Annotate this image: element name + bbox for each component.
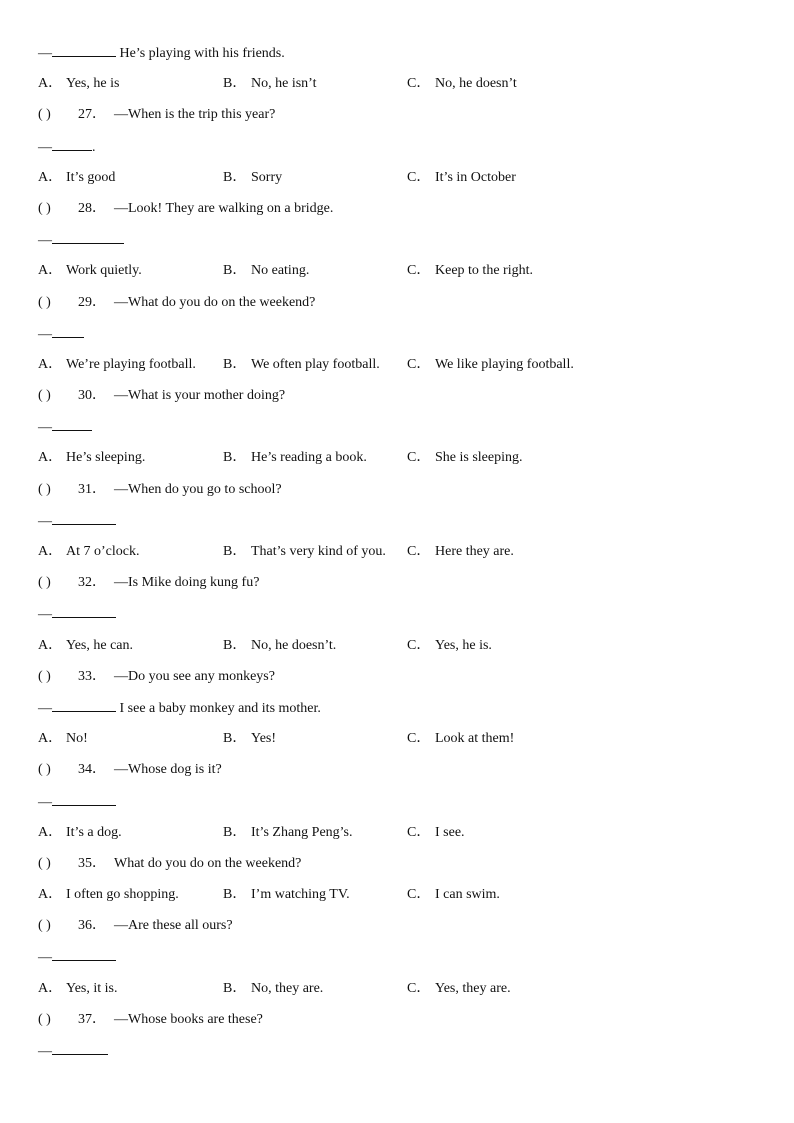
answer-blank[interactable] bbox=[52, 603, 116, 618]
option-text: That’s very kind of you. bbox=[251, 544, 386, 559]
options-row bbox=[38, 260, 758, 291]
option-c[interactable] bbox=[407, 978, 511, 1000]
option-text: I’m watching TV. bbox=[251, 887, 350, 903]
option-a[interactable] bbox=[38, 354, 196, 376]
question-text: —When do you go to school? bbox=[114, 481, 282, 497]
dialogue-dash: — bbox=[38, 139, 52, 155]
question-line bbox=[38, 198, 758, 229]
answer-blank[interactable] bbox=[52, 946, 116, 961]
option-text: No, he doesn’t bbox=[435, 76, 517, 92]
option-text: We often play football. bbox=[251, 356, 380, 372]
option-letter: A． bbox=[38, 637, 63, 653]
option-a[interactable] bbox=[38, 260, 142, 282]
option-c[interactable] bbox=[407, 354, 574, 376]
option-text: Work quietly. bbox=[66, 263, 142, 279]
answer-suffix-text: He’s playing with his friends. bbox=[116, 46, 285, 61]
option-a[interactable] bbox=[38, 447, 145, 469]
option-text: Sorry bbox=[251, 169, 283, 185]
answer-bracket[interactable]: ( ) bbox=[38, 855, 51, 871]
question-text: —Is Mike doing kung fu? bbox=[114, 575, 260, 591]
option-a[interactable] bbox=[38, 167, 115, 189]
question-line bbox=[38, 1009, 758, 1040]
answer-blank[interactable] bbox=[52, 323, 84, 338]
option-text: No eating. bbox=[251, 263, 310, 279]
question-text: —What do you do on the weekend? bbox=[114, 294, 316, 310]
option-text: It’s Zhang Peng’s. bbox=[251, 824, 353, 840]
option-text: We’re playing football. bbox=[66, 356, 196, 372]
answer-blank[interactable] bbox=[52, 229, 124, 244]
option-c[interactable] bbox=[407, 635, 492, 657]
option-b[interactable] bbox=[223, 541, 386, 563]
question-number: 35． bbox=[78, 855, 106, 871]
dialogue-dash: — bbox=[38, 326, 52, 342]
options-row bbox=[38, 822, 758, 853]
option-text: Here they are. bbox=[435, 544, 514, 559]
option-letter: C． bbox=[407, 887, 431, 903]
answer-bracket[interactable]: ( ) bbox=[38, 1011, 51, 1027]
option-text: We like playing football. bbox=[435, 356, 574, 372]
option-text: I see. bbox=[435, 824, 465, 840]
option-text: Yes, he is bbox=[66, 76, 120, 92]
option-b[interactable] bbox=[223, 728, 276, 750]
answer-blank[interactable] bbox=[52, 42, 116, 57]
answer-blank[interactable] bbox=[52, 510, 116, 525]
answer-blank[interactable] bbox=[52, 697, 116, 712]
answer-bracket[interactable]: ( ) bbox=[38, 668, 51, 684]
option-text: Yes, it is. bbox=[66, 980, 118, 996]
answer-bracket[interactable]: ( ) bbox=[38, 481, 51, 497]
option-a[interactable] bbox=[38, 73, 119, 95]
question-text: —Whose books are these? bbox=[114, 1011, 263, 1027]
option-letter: C． bbox=[407, 637, 431, 653]
question-text: —When is the trip this year? bbox=[114, 107, 276, 123]
options-row bbox=[38, 884, 758, 915]
dialogue-dash: — bbox=[38, 950, 52, 966]
question-line bbox=[38, 572, 758, 603]
options-row bbox=[38, 167, 758, 198]
option-text: Yes, he is. bbox=[435, 637, 492, 653]
answer-bracket[interactable]: ( ) bbox=[38, 107, 51, 123]
answer-line bbox=[38, 1040, 758, 1071]
option-c[interactable] bbox=[407, 447, 523, 469]
question-line bbox=[38, 104, 758, 135]
option-letter: A． bbox=[38, 169, 63, 185]
question-number: 37． bbox=[78, 1011, 106, 1027]
question-number: 31． bbox=[78, 481, 106, 497]
option-letter: A． bbox=[38, 450, 63, 466]
options-row bbox=[38, 447, 758, 478]
option-a[interactable] bbox=[38, 541, 139, 563]
option-text: He’s reading a book. bbox=[251, 450, 367, 466]
option-text: No, he isn’t bbox=[251, 76, 317, 92]
dialogue-dash: — bbox=[38, 233, 52, 249]
question-text: —Look! They are walking on a bridge. bbox=[114, 200, 334, 216]
option-text: She is sleeping. bbox=[435, 450, 523, 466]
options-row bbox=[38, 978, 758, 1009]
option-letter: B． bbox=[223, 544, 247, 559]
option-text: I can swim. bbox=[435, 887, 500, 903]
option-letter: C． bbox=[407, 450, 431, 466]
dialogue-dash: — bbox=[38, 700, 52, 716]
answer-bracket[interactable]: ( ) bbox=[38, 388, 51, 404]
options-row bbox=[38, 73, 758, 104]
option-b[interactable] bbox=[223, 167, 282, 189]
question-number: 32． bbox=[78, 575, 106, 591]
option-letter: B． bbox=[223, 980, 247, 996]
option-b[interactable] bbox=[223, 884, 350, 906]
option-c[interactable] bbox=[407, 541, 514, 563]
question-line bbox=[38, 666, 758, 697]
question-number: 29． bbox=[78, 294, 106, 310]
option-c[interactable] bbox=[407, 260, 533, 282]
question-number: 28． bbox=[78, 200, 106, 216]
question-number: 27． bbox=[78, 107, 106, 123]
answer-bracket[interactable]: ( ) bbox=[38, 918, 51, 934]
options-row bbox=[38, 541, 758, 572]
answer-line bbox=[38, 136, 758, 167]
question-number: 36． bbox=[78, 918, 106, 934]
answer-suffix-text: I see a baby monkey and its mother. bbox=[116, 700, 321, 716]
option-letter: B． bbox=[223, 450, 247, 466]
options-row bbox=[38, 728, 758, 759]
option-letter: B． bbox=[223, 731, 247, 747]
dialogue-dash: — bbox=[38, 794, 52, 810]
option-text: Yes, they are. bbox=[435, 980, 511, 996]
answer-line bbox=[38, 697, 758, 728]
question-text: —Do you see any monkeys? bbox=[114, 668, 275, 684]
question-text: —Whose dog is it? bbox=[114, 762, 222, 778]
worksheet-page bbox=[38, 42, 758, 1071]
option-letter: A． bbox=[38, 263, 63, 279]
option-letter: C． bbox=[407, 731, 431, 747]
answer-bracket[interactable]: ( ) bbox=[38, 200, 51, 216]
option-b[interactable] bbox=[223, 635, 336, 657]
option-b[interactable] bbox=[223, 260, 309, 282]
question-line bbox=[38, 385, 758, 416]
dialogue-dash: — bbox=[38, 420, 52, 436]
dialogue-dash: — bbox=[38, 1044, 52, 1059]
option-letter: C． bbox=[407, 76, 431, 92]
option-letter: C． bbox=[407, 544, 431, 559]
option-letter: A． bbox=[38, 544, 63, 559]
dialogue-dash: — bbox=[38, 46, 52, 61]
option-text: No, he doesn’t. bbox=[251, 637, 337, 653]
option-letter: B． bbox=[223, 824, 247, 840]
option-c[interactable] bbox=[407, 73, 517, 95]
question-line bbox=[38, 292, 758, 323]
option-letter: A． bbox=[38, 980, 63, 996]
option-text: It’s in October bbox=[435, 169, 516, 185]
option-a[interactable] bbox=[38, 978, 118, 1000]
option-letter: B． bbox=[223, 887, 247, 903]
option-letter: C． bbox=[407, 824, 431, 840]
question-line bbox=[38, 479, 758, 510]
question-line bbox=[38, 915, 758, 946]
option-text: I often go shopping. bbox=[66, 887, 179, 903]
option-a[interactable] bbox=[38, 822, 122, 844]
answer-bracket[interactable]: ( ) bbox=[38, 575, 51, 591]
answer-line bbox=[38, 229, 758, 260]
option-text: It’s good bbox=[66, 169, 116, 185]
question-text: —Are these all ours? bbox=[114, 918, 233, 934]
answer-blank[interactable] bbox=[52, 416, 92, 431]
option-c[interactable] bbox=[407, 822, 465, 844]
option-letter: B． bbox=[223, 76, 247, 92]
answer-bracket[interactable]: ( ) bbox=[38, 294, 51, 310]
dialogue-dash: — bbox=[38, 607, 52, 623]
answer-bracket[interactable]: ( ) bbox=[38, 762, 51, 778]
option-text: It’s a dog. bbox=[66, 824, 122, 840]
option-text: Keep to the right. bbox=[435, 263, 533, 279]
question-line bbox=[38, 853, 758, 884]
options-row bbox=[38, 354, 758, 385]
option-a[interactable] bbox=[38, 635, 133, 657]
answer-blank[interactable] bbox=[52, 791, 116, 806]
answer-line bbox=[38, 416, 758, 447]
question-text: What do you do on the weekend? bbox=[114, 855, 302, 871]
answer-line bbox=[38, 42, 758, 73]
option-a[interactable] bbox=[38, 728, 88, 750]
option-letter: A． bbox=[38, 76, 63, 92]
answer-line bbox=[38, 510, 758, 541]
option-text: At 7 o’clock. bbox=[66, 544, 140, 559]
answer-line bbox=[38, 946, 758, 977]
answer-line bbox=[38, 603, 758, 634]
question-line bbox=[38, 759, 758, 790]
option-text: Look at them! bbox=[435, 731, 515, 747]
dialogue-dash: — bbox=[38, 513, 52, 529]
option-letter: A． bbox=[38, 887, 63, 903]
option-letter: C． bbox=[407, 980, 431, 996]
option-letter: A． bbox=[38, 824, 63, 840]
option-letter: B． bbox=[223, 263, 247, 279]
option-a[interactable] bbox=[38, 884, 179, 906]
option-b[interactable] bbox=[223, 447, 367, 469]
option-b[interactable] bbox=[223, 978, 323, 1000]
answer-line bbox=[38, 323, 758, 354]
answer-blank[interactable] bbox=[52, 1040, 108, 1055]
option-letter: B． bbox=[223, 637, 247, 653]
option-text: No! bbox=[66, 731, 88, 747]
option-letter: A． bbox=[38, 731, 63, 747]
answer-suffix-text: . bbox=[92, 139, 96, 155]
option-b[interactable] bbox=[223, 822, 353, 844]
question-number: 33． bbox=[78, 668, 106, 684]
option-text: Yes, he can. bbox=[66, 637, 134, 653]
option-b[interactable] bbox=[223, 354, 380, 376]
answer-blank[interactable] bbox=[52, 136, 92, 151]
options-row bbox=[38, 635, 758, 666]
option-letter: B． bbox=[223, 356, 247, 372]
question-number: 34． bbox=[78, 762, 106, 778]
option-letter: C． bbox=[407, 169, 431, 185]
option-letter: A． bbox=[38, 356, 63, 372]
option-c[interactable] bbox=[407, 167, 516, 189]
question-number: 30． bbox=[78, 388, 106, 404]
option-text: No, they are. bbox=[251, 980, 324, 996]
option-letter: B． bbox=[223, 169, 247, 185]
option-b[interactable] bbox=[223, 73, 316, 95]
option-letter: C． bbox=[407, 356, 431, 372]
question-text: —What is your mother doing? bbox=[114, 388, 286, 404]
option-text: He’s sleeping. bbox=[66, 450, 146, 466]
option-c[interactable] bbox=[407, 728, 514, 750]
option-text: Yes! bbox=[251, 731, 277, 747]
answer-line bbox=[38, 791, 758, 822]
option-letter: C． bbox=[407, 263, 431, 279]
option-c[interactable] bbox=[407, 884, 500, 906]
